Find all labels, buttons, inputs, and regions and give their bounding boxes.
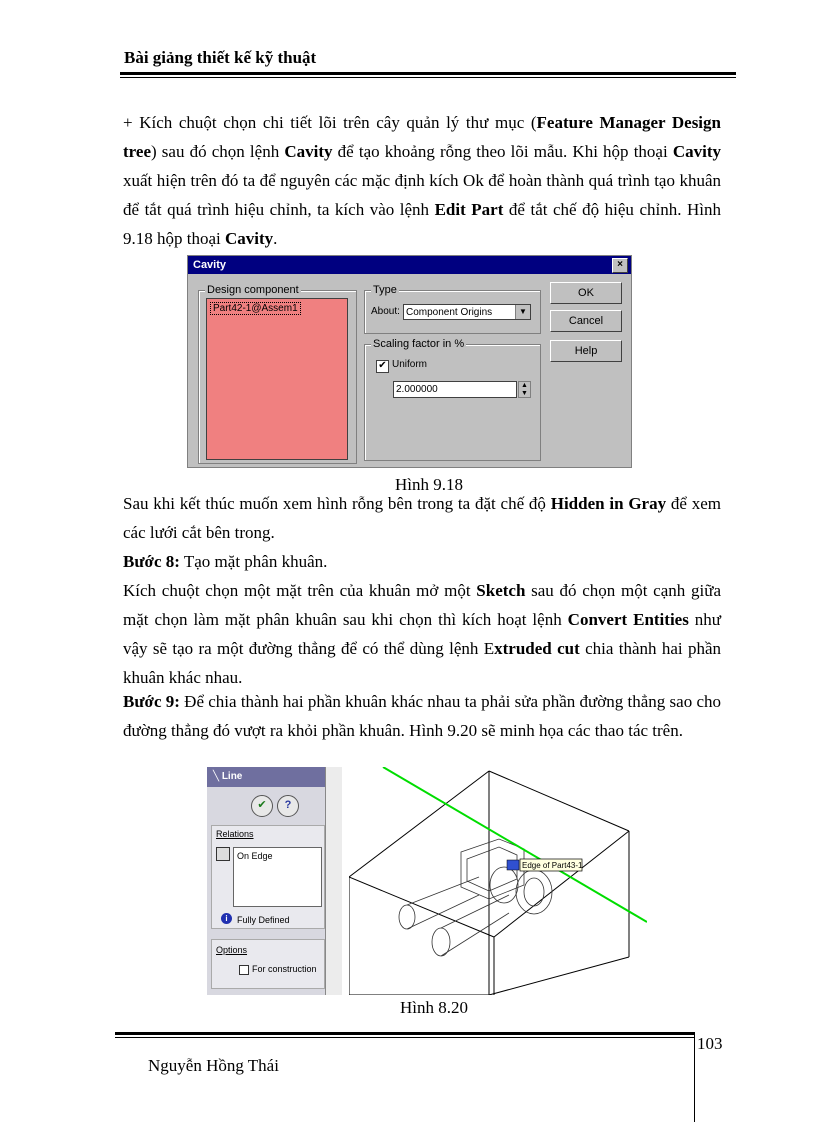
page-header-title: Bài giảng thiết kế kỹ thuật [124, 48, 317, 67]
footer-rule-thin [115, 1037, 695, 1038]
scale-factor-input[interactable]: 2.000000 [393, 381, 517, 398]
options-label: Options [216, 945, 248, 955]
header-rule-thin [120, 77, 736, 78]
list-item[interactable]: Part42-1@Assem1 [210, 302, 301, 315]
paragraph-sketch: Kích chuột chọn một mặt trên của khuân mở một Sketch sau đó chọn một cạnh giữa mặt chọn làm mặt phân khuân sau khi chọn thì kích hoạt lệnh Convert Entities như vậy sẽ tạo ra một đường thẳng để có thể dùng lệnh Extruded cut chia thành hai phần khuân khác nhau. [123, 581, 722, 687]
step-8: Bước 8: Tạo mặt phân khuân. [123, 552, 328, 571]
design-component-list[interactable] [206, 298, 348, 460]
cavity-dialog-titlebar [188, 256, 631, 274]
scaling-label: Scaling factor in % [373, 338, 465, 350]
footer-rule-thick [115, 1032, 695, 1035]
relations-label: Relations [216, 829, 254, 839]
property-manager-scrollbar[interactable] [325, 767, 342, 995]
line-manager-title: ╲ Line [207, 767, 325, 787]
ok-button[interactable]: OK [550, 282, 622, 304]
figure-caption-8-20: Hình 8.20 [400, 998, 468, 1017]
cavity-dialog-title: Cavity [193, 259, 227, 271]
about-select[interactable] [403, 304, 531, 320]
cavity-dialog [187, 255, 632, 468]
edge-icon [507, 860, 519, 870]
design-component-label: Design component [207, 284, 299, 296]
status-text: Fully Defined [237, 915, 290, 925]
about-select-value: Component Origins [406, 307, 493, 318]
scale-spinner[interactable] [518, 381, 531, 398]
header-rule-thick [120, 72, 736, 75]
cad-viewport[interactable] [349, 767, 647, 995]
part-model [399, 839, 552, 956]
scaling-group [364, 338, 541, 461]
lock-icon [216, 847, 230, 861]
figure-caption-9-18: Hình 9.18 [395, 475, 463, 494]
edge-tooltip-text: Edge of Part43-1 [522, 861, 583, 870]
relations-list[interactable] [233, 847, 322, 907]
construction-label: For construction [252, 964, 317, 974]
cancel-button[interactable]: Cancel [550, 310, 622, 332]
help-icon[interactable]: ? [277, 795, 299, 817]
footer-vertical-rule [694, 1032, 695, 1122]
spin-down-icon[interactable]: ▼ [521, 390, 528, 397]
info-icon: i [221, 913, 232, 924]
ok-check-icon[interactable]: ✔ [251, 795, 273, 817]
about-label: About: [371, 306, 400, 317]
box-edge [349, 771, 489, 877]
author-name: Nguyễn Hồng Thái [148, 1056, 279, 1075]
type-label: Type [373, 284, 397, 296]
chevron-down-icon[interactable]: ▼ [515, 305, 530, 319]
figure-line-edit [207, 767, 647, 995]
uniform-label: Uniform [392, 359, 428, 370]
spin-up-icon[interactable]: ▲ [521, 382, 528, 389]
help-button[interactable]: Help [550, 340, 622, 362]
paragraph-hidden-in-gray: Sau khi kết thúc muốn xem hình rỗng bên trong ta đặt chế độ Hidden in Gray để xem các lưới cắt bên trong. [123, 494, 721, 542]
paragraph-cavity-instructions: + Kích chuột chọn chi tiết lõi trên cây quản lý thư mục (Feature Manager Design tree) sau đó chọn lệnh Cavity để tạo khoảng rỗng theo lõi mẫu. Khi hộp thoại Cavity xuất hiện trên đó ta để nguyên các mặc định kích Ok để hoàn thành quá trình tạo khuân để tắt quá trình hiệu chỉnh, ta kích vào lệnh Edit Part để tắt chế độ hiệu chỉnh. Hình 9.18 hộp thoại Cavity. [123, 113, 722, 248]
list-item[interactable]: On Edge [237, 851, 273, 861]
line-property-manager [207, 767, 342, 995]
step-9: Bước 9: Để chia thành hai phần khuân khác nhau ta phải sửa phần đường thẳng sao cho đường thẳng đó vượt ra khỏi phần khuân. Hình 9.20 sẽ minh họa các thao tác trên. [123, 692, 721, 740]
page-number: 103 [697, 1034, 723, 1053]
uniform-checkbox[interactable]: ✔ [376, 360, 389, 373]
close-icon[interactable]: × [612, 258, 628, 273]
construction-checkbox[interactable] [239, 965, 249, 975]
